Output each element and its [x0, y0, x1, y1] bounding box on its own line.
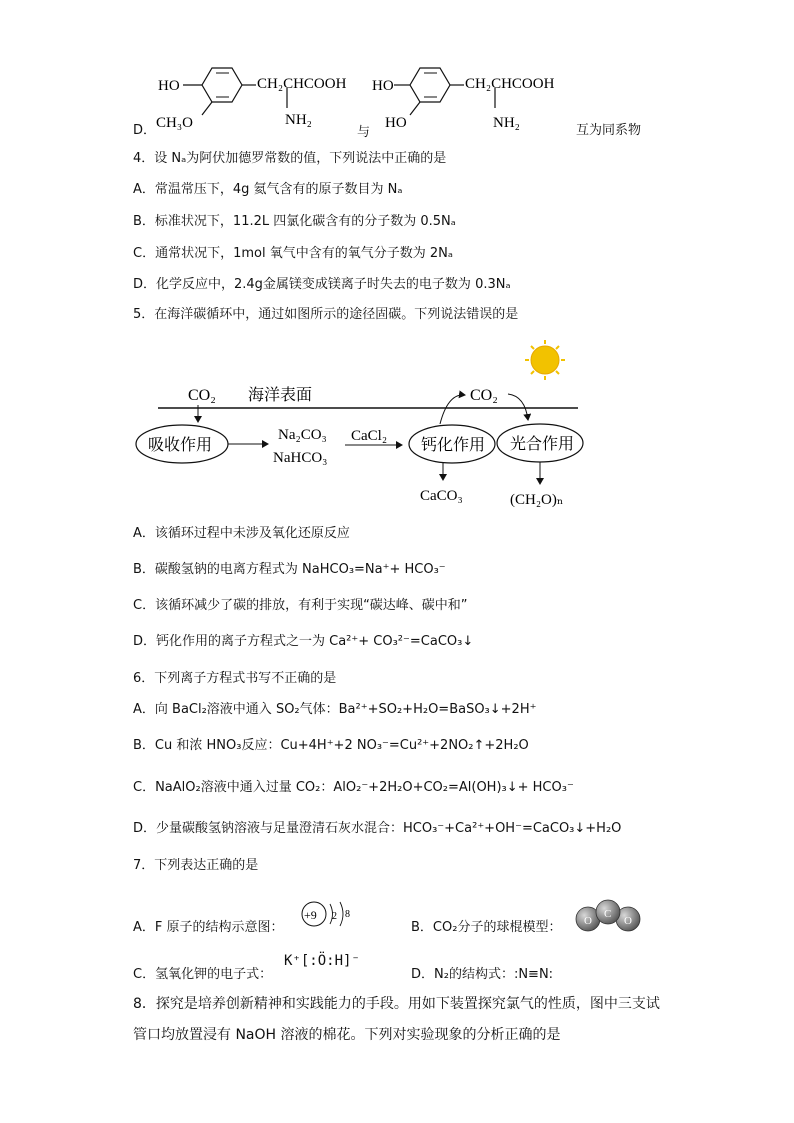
q3-d-label: D． [133, 123, 157, 138]
q3-s1-nh2: NH₂ [285, 112, 312, 128]
carbon-label: C [604, 908, 612, 920]
q3-s1-oh: HO [158, 78, 180, 94]
fluorine-nucleus-label: +9 [304, 908, 317, 922]
q7-option-a: A．F 原子的结构示意图： [133, 920, 284, 935]
q4-option-b: B．标准状况下，11.2L 四氯化碳含有的分子数为 0.5Nₐ [133, 214, 456, 229]
q7-option-b: B．CO₂分子的球棍模型： [411, 920, 562, 935]
q5-option-c: C．该循环减少了碳的排放，有利于实现“碳达峰、碳中和” [133, 598, 468, 613]
q3-s1-och3: CH₃O [156, 115, 193, 131]
q5-option-b: B．碳酸氢钠的电离方程式为 NaHCO₃=Na⁺+ HCO₃⁻ [133, 562, 446, 577]
na2co3-label: Na₂CO₃ [278, 427, 327, 443]
q3-s2-oh-top: HO [372, 78, 394, 94]
tyrosine-derivative-structure [150, 60, 365, 135]
q7-option-d: D．N₂的结构式：:N≡N: [411, 967, 554, 982]
q7-option-c: C．氢氧化钾的电子式： [133, 967, 273, 982]
q3-s2-oh-bottom: HO [385, 115, 407, 131]
fluorine-shell-1: 2 [332, 911, 337, 922]
q5-option-a: A．该循环过程中未涉及氧化还原反应 [133, 526, 350, 541]
q6-option-b: B．Cu 和浓 HNO₃反应：Cu+4H⁺+2 NO₃⁻=Cu²⁺+2NO₂↑+2H₂O [133, 738, 529, 753]
fluorine-atom-diagram [298, 898, 358, 932]
fluorine-shell-2: 8 [345, 909, 350, 920]
sun-icon [525, 340, 565, 380]
q4-stem: 4．设 Nₐ为阿伏加德罗常数的值，下列说法中正确的是 [133, 151, 447, 166]
co2-left-label: CO₂ [188, 387, 216, 404]
nahco3-label: NaHCO₃ [273, 450, 328, 466]
q5-stem: 5．在海洋碳循环中，通过如图所示的途径固碳。下列说法错误的是 [133, 307, 519, 322]
calcification-label: 钙化作用 [421, 437, 486, 454]
q6-option-a: A．向 BaCl₂溶液中通入 SO₂气体：Ba²⁺+SO₂+H₂O=BaSO₃↓+2H⁺ [133, 702, 537, 717]
co2-ball-stick-model [574, 895, 644, 935]
photosynthesis-label: 光合作用 [510, 436, 575, 453]
q3-s2-chain: CH₂CHCOOH [465, 76, 555, 92]
q6-stem: 6．下列离子方程式书写不正确的是 [133, 671, 337, 686]
absorption-label: 吸收作用 [148, 437, 213, 454]
q3-s1-chain: CH₂CHCOOH [257, 76, 347, 92]
q3-d-suffix: 互为同系物 [576, 123, 642, 138]
q6-option-c: C．NaAlO₂溶液中通入过量 CO₂：AlO₂⁻+2H₂O+CO₂=Al(OH)₃↓+ HCO₃⁻ [133, 780, 574, 795]
q3-s2-nh2: NH₂ [493, 115, 520, 131]
q5-option-d: D．钙化作用的离子方程式之一为 Ca²⁺+ CO₃²⁻=CaCO₃↓ [133, 634, 474, 649]
ch2o-label: (CH₂O)ₙ [510, 492, 564, 508]
caco3-label: CaCO₃ [420, 488, 463, 504]
q4-option-d: D．化学反应中，2.4g金属镁变成镁离子时失去的电子数为 0.3Nₐ [133, 277, 511, 292]
ocean-carbon-cycle-diagram [130, 338, 600, 518]
svg-text:O: O [584, 915, 592, 927]
q8-line-1: 8．探究是培养创新精神和实践能力的手段。用如下装置探究氯气的性质，图中三支试 [133, 996, 660, 1012]
q7-stem: 7．下列表达正确的是 [133, 858, 259, 873]
koh-electron-formula: K⁺[:Ö:H]⁻ [284, 953, 360, 969]
q4-option-c: C．通常状况下，1mol 氧气中含有的氧气分子数为 2Nₐ [133, 246, 453, 261]
q3-conjunction: 与 [357, 125, 371, 140]
co2-right-label: CO₂ [470, 387, 498, 404]
cacl2-label: CaCl₂ [351, 428, 388, 444]
dopa-structure [372, 60, 575, 135]
q8-line-2: 管口均放置浸有 NaOH 溶液的棉花。下列对实验现象的分析正确的是 [133, 1027, 561, 1043]
q6-option-d: D．少量碳酸氢钠溶液与足量澄清石灰水混合：HCO₃⁻+Ca²⁺+OH⁻=CaCO₃↓+H₂O [133, 821, 622, 836]
q4-option-a: A．常温常压下，4g 氦气含有的原子数目为 Nₐ [133, 182, 403, 197]
svg-text:O: O [624, 915, 632, 927]
ocean-surface-label: 海洋表面 [248, 387, 313, 404]
